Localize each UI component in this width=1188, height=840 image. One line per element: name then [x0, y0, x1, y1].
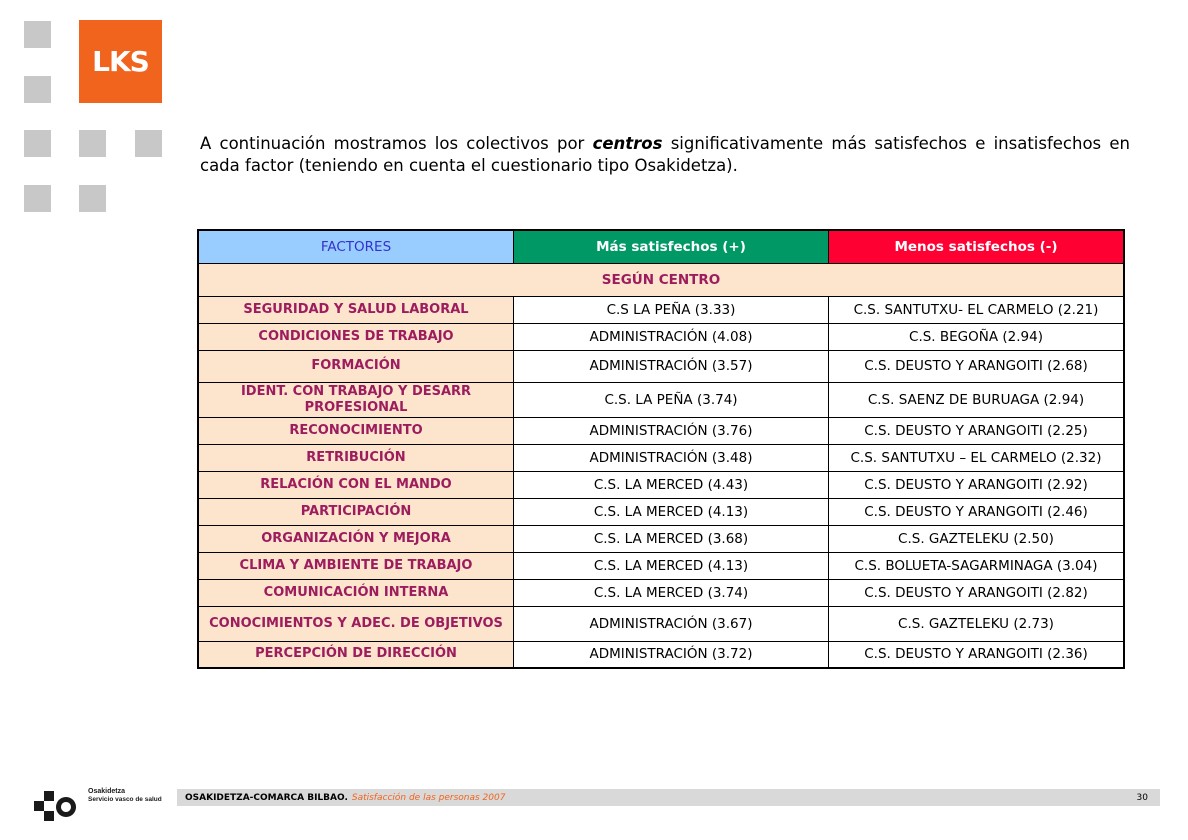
- mas-satisfechos-cell: ADMINISTRACIÓN (3.48): [514, 444, 829, 471]
- header-mas-satisfechos: Más satisfechos (+): [514, 230, 829, 263]
- page-number: 30: [1136, 792, 1148, 803]
- factor-cell: ORGANIZACIÓN Y MEJORA: [198, 525, 514, 552]
- table-header-row: [198, 230, 1124, 263]
- factor-cell: IDENT. CON TRABAJO Y DESARR PROFESIONAL: [198, 382, 514, 417]
- intro-text-after: significativamente más satisfechos e insatisfechos en cada factor (teniendo en cuenta el cuestionario tipo Osakidetza).: [200, 134, 1130, 175]
- menos-satisfechos-cell: C.S. DEUSTO Y ARANGOITI (2.25): [829, 417, 1125, 444]
- menos-satisfechos-cell: C.S. DEUSTO Y ARANGOITI (2.82): [829, 579, 1125, 606]
- menos-satisfechos-cell: C.S. BEGOÑA (2.94): [829, 323, 1125, 350]
- table-row: [198, 382, 1124, 417]
- factor-cell: RETRIBUCIÓN: [198, 444, 514, 471]
- table-row: [198, 641, 1124, 668]
- factor-cell: COMUNICACIÓN INTERNA: [198, 579, 514, 606]
- deco-square: [79, 130, 106, 157]
- factor-cell: PARTICIPACIÓN: [198, 498, 514, 525]
- deco-square: [24, 130, 51, 157]
- mas-satisfechos-cell: ADMINISTRACIÓN (4.08): [514, 323, 829, 350]
- deco-square: [24, 185, 51, 212]
- menos-satisfechos-cell: C.S. DEUSTO Y ARANGOITI (2.36): [829, 641, 1125, 668]
- table-row: [198, 444, 1124, 471]
- menos-satisfechos-cell: C.S. GAZTELEKU (2.73): [829, 606, 1125, 641]
- intro-paragraph: [200, 133, 1130, 177]
- deco-square: [24, 76, 51, 103]
- mas-satisfechos-cell: C.S. LA MERCED (3.68): [514, 525, 829, 552]
- deco-square: [135, 130, 162, 157]
- table-row: [198, 350, 1124, 382]
- lks-logo: LKS: [79, 20, 162, 103]
- osakidetza-logo-line2: Servicio vasco de salud: [88, 796, 162, 803]
- table-row: [198, 579, 1124, 606]
- table-row: [198, 606, 1124, 641]
- menos-satisfechos-cell: C.S. DEUSTO Y ARANGOITI (2.46): [829, 498, 1125, 525]
- intro-emphasis: centros: [592, 134, 663, 153]
- menos-satisfechos-cell: C.S. BOLUETA-SAGARMINAGA (3.04): [829, 552, 1125, 579]
- mas-satisfechos-cell: ADMINISTRACIÓN (3.67): [514, 606, 829, 641]
- table-row: [198, 525, 1124, 552]
- table-row: [198, 471, 1124, 498]
- factor-cell: CLIMA Y AMBIENTE DE TRABAJO: [198, 552, 514, 579]
- table-row: [198, 552, 1124, 579]
- factor-cell: RECONOCIMIENTO: [198, 417, 514, 444]
- intro-text-before: A continuación mostramos los colectivos por: [200, 134, 593, 153]
- factors-table: [197, 229, 1125, 669]
- menos-satisfechos-cell: C.S. SANTUTXU – EL CARMELO (2.32): [829, 444, 1125, 471]
- mas-satisfechos-cell: C.S. LA MERCED (4.43): [514, 471, 829, 498]
- factor-cell: RELACIÓN CON EL MANDO: [198, 471, 514, 498]
- menos-satisfechos-cell: C.S. DEUSTO Y ARANGOITI (2.68): [829, 350, 1125, 382]
- deco-square: [79, 185, 106, 212]
- header-menos-satisfechos: Menos satisfechos (-): [829, 230, 1125, 263]
- table-row: [198, 296, 1124, 323]
- menos-satisfechos-cell: C.S. SAENZ DE BURUAGA (2.94): [829, 382, 1125, 417]
- section-label: SEGÚN CENTRO: [198, 263, 1124, 296]
- mas-satisfechos-cell: C.S LA PEÑA (3.33): [514, 296, 829, 323]
- mas-satisfechos-cell: ADMINISTRACIÓN (3.57): [514, 350, 829, 382]
- footer-org: OSAKIDETZA-COMARCA BILBAO.: [185, 792, 348, 803]
- header-factores: FACTORES: [198, 230, 514, 263]
- table-row: [198, 498, 1124, 525]
- factor-cell: CONDICIONES DE TRABAJO: [198, 323, 514, 350]
- menos-satisfechos-cell: C.S. GAZTELEKU (2.50): [829, 525, 1125, 552]
- table-row: [198, 323, 1124, 350]
- mas-satisfechos-cell: ADMINISTRACIÓN (3.76): [514, 417, 829, 444]
- mas-satisfechos-cell: C.S. LA MERCED (4.13): [514, 552, 829, 579]
- factor-cell: PERCEPCIÓN DE DIRECCIÓN: [198, 641, 514, 668]
- deco-square: [24, 21, 51, 48]
- osakidetza-logo-line1: Osakidetza: [88, 788, 125, 795]
- mas-satisfechos-cell: C.S. LA MERCED (3.74): [514, 579, 829, 606]
- menos-satisfechos-cell: C.S. DEUSTO Y ARANGOITI (2.92): [829, 471, 1125, 498]
- factor-cell: SEGURIDAD Y SALUD LABORAL: [198, 296, 514, 323]
- factor-cell: CONOCIMIENTOS Y ADEC. DE OBJETIVOS: [198, 606, 514, 641]
- mas-satisfechos-cell: ADMINISTRACIÓN (3.72): [514, 641, 829, 668]
- footer-subtitle: Satisfacción de las personas 2007: [351, 792, 506, 803]
- menos-satisfechos-cell: C.S. SANTUTXU- EL CARMELO (2.21): [829, 296, 1125, 323]
- mas-satisfechos-cell: C.S. LA PEÑA (3.74): [514, 382, 829, 417]
- table-row: [198, 417, 1124, 444]
- footer-bar: [177, 789, 1160, 806]
- section-row: [198, 263, 1124, 296]
- mas-satisfechos-cell: C.S. LA MERCED (4.13): [514, 498, 829, 525]
- factor-cell: FORMACIÓN: [198, 350, 514, 382]
- osakidetza-logo: [30, 783, 170, 831]
